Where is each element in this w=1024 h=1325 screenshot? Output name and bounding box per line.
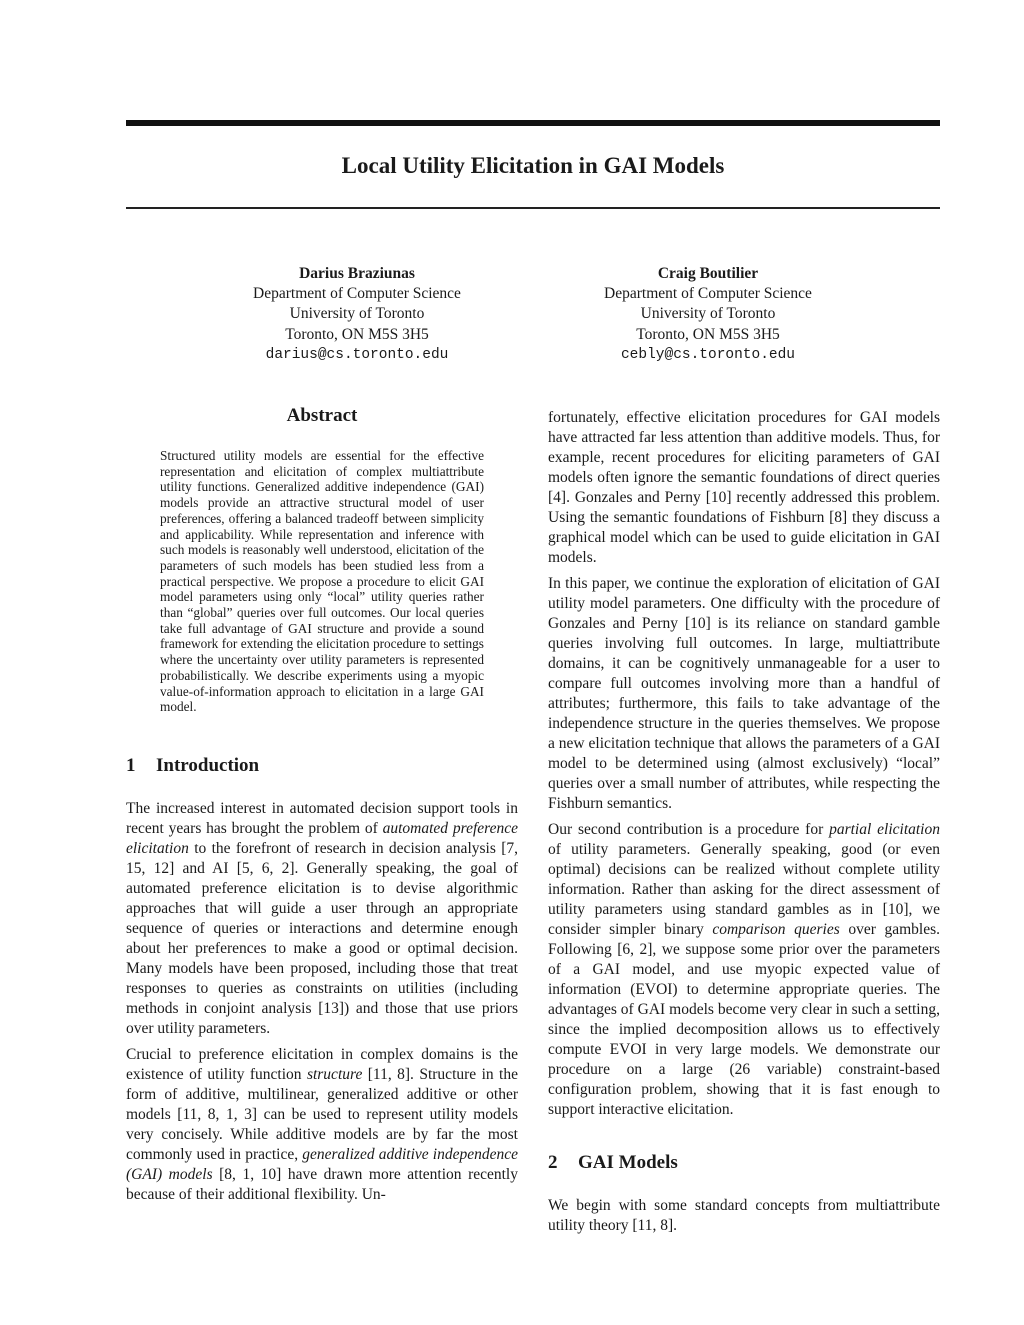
author-name: Darius Braziunas — [299, 265, 415, 282]
author-block-2 — [543, 264, 873, 365]
emphasis-text: comparison queries — [712, 921, 840, 938]
author-block-1 — [192, 264, 522, 365]
left-column — [126, 402, 518, 1205]
section-number: 2 — [548, 1152, 558, 1173]
intro-paragraph-3: In this paper, we continue the exploration of elicitation of GAI utility model parameters. One difficulty with the procedure of Gonzales and Perny [10] is its reliance on standard gamble queries involving full outcomes. In large, multiattribute domains, it can be cognitively unmanageable for a user to compare full outcomes involving more than a handful of attributes; furthermore, this fails to take advantage of the independence structure in the queries themselves. We propose a new elicitation technique that allows the parameters of a GAI model to be determined using (almost exclusively) “local” queries over a small number of attributes, while respecting the Fishburn semantics. — [548, 575, 940, 812]
author-email: cebly@cs.toronto.edu — [620, 346, 796, 363]
title-top-rule — [126, 120, 940, 126]
section-2-heading — [548, 1150, 940, 1176]
abstract-text: Structured utility models are essential for the effective representation and elicitation of complex multiattribute utility functions. Generalized additive independence (GAI) models provide an attractive structural model of user preferences, offering a balanced tradeoff between simplicity and applicability. While representation and inference with such models is reasonably well understood, elicitation of the parameters of such models has been studied less from a practical perspective. We propose a procedure to elicit GAI model parameters using only “local” utility queries rather than “global” queries over full outcomes. Our local queries take full advantage of GAI structure and provide a sound framework for extending the elicitation procedure to settings where the uncertainty over utility parameters is represented probabilistically. We describe experiments using a myopic value-of-information approach to elicitation in a large GAI model. — [160, 448, 484, 715]
section-title: GAI Models — [578, 1152, 678, 1173]
intro-paragraph-4: Our second contribution is a procedure for partial elicitation of utility parameters. Generally speaking, good (or even optimal) decisions can be realized without complete utility information. Rather than asking for the direct assessment of utility parameters using standard gambles as in [10], we consider simpler binary comparison queries over gambles. Following [6, 2], we suppose some prior over the parameters of a GAI model, and use myopic expected value of information (EVOI) to determine appropriate queries. The advantages of GAI models become very clear in such a setting, since the implied decomposition allows us to effectively compute EVOI in very large models. We demonstrate our procedure on a large (26 variable) constraint-based configuration problem, showing that it is fast enough to support interactive elicitation. — [548, 821, 940, 1118]
section-title: Introduction — [156, 754, 260, 776]
author-department: Department of Computer Science — [253, 285, 461, 303]
paper-title: Local Utility Elicitation in GAI Models — [341, 153, 725, 178]
author-university: University of Toronto — [640, 305, 776, 323]
title-bottom-rule — [126, 207, 940, 209]
author-university: University of Toronto — [289, 305, 425, 323]
emphasis-text: partial elicitation — [829, 821, 940, 838]
author-email: darius@cs.toronto.edu — [265, 346, 449, 363]
right-column — [548, 408, 940, 1236]
intro-paragraph-2-continued: fortunately, effective elicitation procedures for GAI models have attracted far less attention than additive models. Thus, for example, recent procedures for eliciting parameters of GAI models often ignore the semantic foundations of direct queries [4]. Gonzales and Perny [10] recently addressed this problem. Using the semantic foundations of Fishburn [8] they discuss a graphical model which can be used to guide elicitation in GAI models. — [548, 409, 940, 566]
author-department: Department of Computer Science — [604, 285, 812, 303]
section-1-heading — [126, 753, 518, 779]
intro-paragraph-2: Crucial to preference elicitation in complex domains is the existence of utility function structure [11, 8]. Structure in the form of additive, multilinear, generalized additive or other models [11, 8, 1, 3] can be used to represent utility models very concisely. While additive models are by far the most commonly used in practice, generalized additive independence (GAI) models [8, 1, 10] have drawn more attention recently because of their additional flexibility. Un- — [126, 1045, 519, 1203]
intro-paragraph-1: The increased interest in automated decision support tools in recent years has brought the problem of automated preference elicitation to the forefront of research in decision analysis [7, 15, 12] and AI [5, 6, 2]. Generally speaking, the goal of automated preference elicitation is to devise algorithmic approaches that will guide a user through an appropriate sequence of queries or interactions and determine enough about her preferences to make a good or optimal decision. Many models have been proposed, including those that treat responses to queries as constraints on utilities (including methods in conjoint analysis [13]) and those that use priors over utility parameters. — [126, 799, 518, 1037]
section-number: 1 — [126, 754, 136, 776]
gai-paragraph-1: We begin with some standard concepts from multiattribute utility theory [11, 8]. — [548, 1197, 940, 1234]
author-name: Craig Boutilier — [657, 265, 759, 282]
emphasis-text: generalized additive independence (GAI) models — [126, 1145, 519, 1183]
emphasis-text: structure — [306, 1065, 363, 1083]
abstract-heading: Abstract — [286, 405, 358, 426]
author-address: Toronto, ON M5S 3H5 — [636, 325, 780, 343]
emphasis-text: automated preference elicitation — [126, 819, 518, 857]
author-address: Toronto, ON M5S 3H5 — [285, 325, 429, 343]
